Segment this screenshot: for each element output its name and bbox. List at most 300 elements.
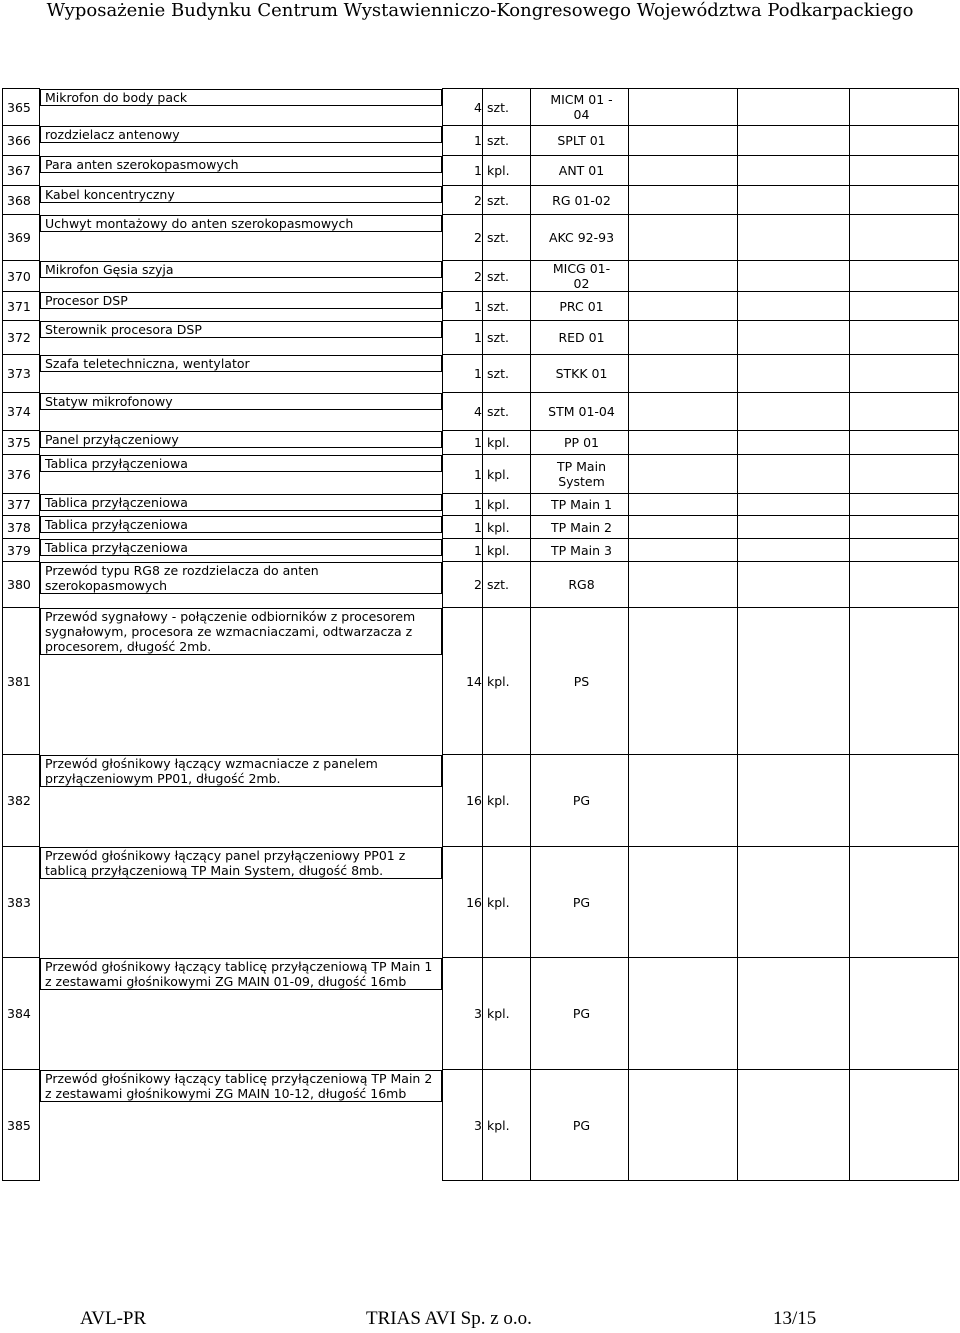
item-unit-text: kpl. bbox=[487, 163, 510, 178]
table-row bbox=[3, 215, 959, 261]
item-unit bbox=[483, 355, 531, 393]
item-unit bbox=[483, 89, 531, 126]
item-unit bbox=[483, 126, 531, 156]
item-name-text: Sterownik procesora DSP bbox=[45, 321, 202, 337]
item-symbol-text: STM 01-04 bbox=[548, 404, 615, 419]
item-number-text: 365 bbox=[7, 99, 31, 115]
empty-cell bbox=[738, 156, 850, 186]
empty-cell bbox=[738, 562, 850, 608]
empty-cell bbox=[629, 321, 738, 355]
empty-cell bbox=[738, 608, 850, 755]
item-name bbox=[40, 755, 442, 787]
empty-cell bbox=[629, 958, 738, 1070]
table-row bbox=[3, 156, 959, 186]
empty-cell bbox=[629, 215, 738, 261]
empty-cell bbox=[850, 393, 959, 431]
empty-cell bbox=[629, 494, 738, 516]
item-name-text: Uchwyt montażowy do anten szerokopasmowych bbox=[45, 215, 354, 231]
item-name bbox=[40, 1070, 442, 1102]
item-unit bbox=[483, 958, 531, 1070]
item-unit bbox=[483, 156, 531, 186]
item-symbol bbox=[531, 215, 629, 261]
table-row bbox=[3, 261, 959, 292]
item-unit-text: kpl. bbox=[487, 519, 510, 535]
empty-cell bbox=[629, 126, 738, 156]
page-footer bbox=[0, 1306, 960, 1332]
document-title: Wyposażenie Budynku Centrum Wystawienniczo-Kongresowego Województwa Podkarpackiego bbox=[46, 0, 914, 21]
item-unit bbox=[483, 1070, 531, 1181]
table-row bbox=[3, 516, 959, 539]
empty-cell bbox=[850, 126, 959, 156]
item-name bbox=[40, 847, 442, 879]
item-number bbox=[3, 355, 40, 393]
item-symbol-text: PRC 01 bbox=[559, 298, 604, 314]
item-number-text: 374 bbox=[7, 404, 31, 419]
item-quantity bbox=[443, 89, 483, 126]
item-symbol bbox=[531, 89, 629, 126]
item-quantity-text: 1 bbox=[474, 542, 482, 558]
empty-cell bbox=[850, 1070, 959, 1181]
item-quantity bbox=[443, 1070, 483, 1181]
empty-cell bbox=[629, 156, 738, 186]
item-name bbox=[40, 562, 442, 594]
table-row bbox=[3, 958, 959, 1070]
item-quantity bbox=[443, 562, 483, 608]
item-name bbox=[40, 393, 442, 410]
item-quantity-text: 1 bbox=[474, 330, 482, 345]
empty-cell bbox=[850, 562, 959, 608]
empty-cell bbox=[850, 455, 959, 494]
item-unit-text: szt. bbox=[487, 577, 509, 592]
table-row bbox=[3, 755, 959, 847]
item-quantity bbox=[443, 355, 483, 393]
item-number bbox=[3, 156, 40, 186]
item-name-text: Tablica przyłączeniowa bbox=[45, 539, 188, 555]
item-symbol-text: PG bbox=[572, 894, 591, 910]
item-name bbox=[40, 89, 442, 106]
item-name bbox=[40, 355, 442, 372]
item-number bbox=[3, 608, 40, 755]
item-number bbox=[3, 186, 40, 215]
item-name-text: Para anten szerokopasmowych bbox=[45, 156, 239, 172]
table-row bbox=[3, 393, 959, 431]
item-unit bbox=[483, 261, 531, 292]
item-quantity-text: 1 bbox=[474, 519, 482, 535]
item-quantity bbox=[443, 431, 483, 455]
item-unit bbox=[483, 431, 531, 455]
empty-cell bbox=[738, 321, 850, 355]
item-unit-text: szt. bbox=[487, 366, 509, 381]
item-quantity-text: 1 bbox=[474, 435, 482, 450]
empty-cell bbox=[629, 292, 738, 321]
item-symbol-text: PS bbox=[573, 673, 590, 689]
item-unit bbox=[483, 321, 531, 355]
empty-cell bbox=[850, 215, 959, 261]
empty-cell bbox=[738, 355, 850, 393]
item-quantity-text: 2 bbox=[474, 577, 482, 592]
item-unit-text: kpl. bbox=[487, 1117, 510, 1133]
item-symbol-text: TP Main System bbox=[557, 459, 606, 489]
item-name-text: Tablica przyłączeniowa bbox=[45, 455, 188, 471]
table-row bbox=[3, 1070, 959, 1181]
item-name bbox=[40, 516, 442, 533]
item-quantity-text: 1 bbox=[474, 497, 482, 512]
item-symbol-text: AKC 92-93 bbox=[548, 230, 615, 245]
item-unit bbox=[483, 455, 531, 494]
item-name bbox=[40, 215, 442, 232]
item-symbol-text: STKK 01 bbox=[555, 366, 608, 381]
item-name bbox=[40, 539, 442, 556]
empty-cell bbox=[850, 431, 959, 455]
item-number-text: 368 bbox=[7, 192, 31, 208]
item-quantity bbox=[443, 539, 483, 562]
empty-cell bbox=[738, 292, 850, 321]
item-number bbox=[3, 755, 40, 847]
item-unit bbox=[483, 494, 531, 516]
item-number bbox=[3, 539, 40, 562]
item-symbol-text: TP Main 1 bbox=[551, 497, 612, 512]
item-symbol-text: MICG 01-02 bbox=[552, 261, 611, 291]
empty-cell bbox=[629, 186, 738, 215]
empty-cell bbox=[850, 494, 959, 516]
item-name bbox=[40, 494, 442, 511]
item-number bbox=[3, 847, 40, 958]
item-number bbox=[3, 958, 40, 1070]
item-number-text: 383 bbox=[7, 894, 31, 910]
item-symbol bbox=[531, 126, 629, 156]
item-symbol-text: PG bbox=[572, 1117, 591, 1133]
item-unit-text: szt. bbox=[487, 298, 509, 314]
item-symbol-text: PG bbox=[572, 793, 591, 808]
empty-cell bbox=[738, 539, 850, 562]
empty-cell bbox=[850, 355, 959, 393]
item-quantity-text: 1 bbox=[474, 298, 482, 314]
item-quantity-text: 1 bbox=[474, 366, 482, 381]
footer-left: AVL-PR bbox=[80, 1308, 147, 1329]
item-unit-text: kpl. bbox=[487, 673, 510, 689]
item-number-text: 384 bbox=[7, 1006, 31, 1021]
empty-cell bbox=[738, 958, 850, 1070]
item-name bbox=[40, 126, 442, 143]
item-unit-text: kpl. bbox=[487, 894, 510, 910]
item-quantity-text: 2 bbox=[474, 192, 482, 208]
table-row bbox=[3, 562, 959, 608]
table-row bbox=[3, 431, 959, 455]
item-name-text: Statyw mikrofonowy bbox=[45, 393, 173, 409]
empty-cell bbox=[629, 1070, 738, 1181]
empty-cell bbox=[629, 261, 738, 292]
empty-cell bbox=[850, 847, 959, 958]
item-quantity bbox=[443, 186, 483, 215]
item-symbol bbox=[531, 562, 629, 608]
item-number bbox=[3, 89, 40, 126]
item-quantity-text: 16 bbox=[466, 894, 482, 910]
item-quantity-text: 2 bbox=[474, 230, 482, 245]
empty-cell bbox=[629, 89, 738, 126]
empty-cell bbox=[850, 292, 959, 321]
empty-cell bbox=[629, 539, 738, 562]
empty-cell bbox=[629, 355, 738, 393]
item-number bbox=[3, 1070, 40, 1181]
item-symbol bbox=[531, 494, 629, 516]
empty-cell bbox=[850, 608, 959, 755]
item-quantity bbox=[443, 847, 483, 958]
item-number-text: 375 bbox=[7, 435, 31, 450]
empty-cell bbox=[850, 261, 959, 292]
item-name-text: Przewód sygnałowy - połączenie odbiorników z procesorem sygnałowym, procesora ze wzmacniaczami, odtwarzacza z procesorem, długość 2mb. bbox=[45, 608, 416, 654]
item-symbol bbox=[531, 847, 629, 958]
item-symbol-text: RED 01 bbox=[558, 330, 605, 345]
empty-cell bbox=[629, 608, 738, 755]
item-name-text: Tablica przyłączeniowa bbox=[45, 516, 188, 532]
item-quantity-text: 4 bbox=[474, 99, 482, 115]
table-row bbox=[3, 847, 959, 958]
item-symbol-text: PG bbox=[572, 1006, 591, 1021]
item-number-text: 385 bbox=[7, 1117, 31, 1133]
item-symbol bbox=[531, 1070, 629, 1181]
item-quantity-text: 2 bbox=[474, 268, 482, 284]
empty-cell bbox=[629, 755, 738, 847]
item-quantity bbox=[443, 215, 483, 261]
item-number-text: 372 bbox=[7, 330, 31, 345]
item-unit bbox=[483, 562, 531, 608]
item-number-text: 366 bbox=[7, 133, 31, 148]
item-unit bbox=[483, 516, 531, 539]
empty-cell bbox=[629, 516, 738, 539]
item-quantity bbox=[443, 455, 483, 494]
item-unit-text: szt. bbox=[487, 268, 509, 284]
item-quantity bbox=[443, 292, 483, 321]
empty-cell bbox=[738, 431, 850, 455]
item-unit-text: kpl. bbox=[487, 793, 510, 808]
item-unit-text: kpl. bbox=[487, 435, 510, 450]
empty-cell bbox=[738, 393, 850, 431]
item-name bbox=[40, 958, 442, 990]
item-number-text: 367 bbox=[7, 163, 31, 178]
item-quantity bbox=[443, 393, 483, 431]
item-name-text: Mikrofon do body pack bbox=[45, 89, 188, 105]
table-row bbox=[3, 455, 959, 494]
item-number-text: 378 bbox=[7, 519, 31, 535]
item-symbol bbox=[531, 431, 629, 455]
item-unit bbox=[483, 608, 531, 755]
item-name bbox=[40, 156, 442, 173]
item-symbol bbox=[531, 958, 629, 1070]
item-quantity bbox=[443, 755, 483, 847]
empty-cell bbox=[738, 755, 850, 847]
item-number bbox=[3, 455, 40, 494]
item-quantity-text: 16 bbox=[466, 793, 482, 808]
item-quantity-text: 1 bbox=[474, 163, 482, 178]
item-quantity-text: 14 bbox=[466, 673, 482, 689]
page-header bbox=[0, 0, 960, 22]
item-name bbox=[40, 186, 442, 203]
item-symbol-text: TP Main 2 bbox=[551, 519, 612, 535]
empty-cell bbox=[629, 455, 738, 494]
item-unit bbox=[483, 755, 531, 847]
empty-cell bbox=[738, 186, 850, 215]
item-unit-text: szt. bbox=[487, 404, 509, 419]
table-row bbox=[3, 321, 959, 355]
table-row bbox=[3, 494, 959, 516]
item-symbol-text: RG8 bbox=[568, 577, 595, 592]
item-quantity bbox=[443, 608, 483, 755]
item-symbol bbox=[531, 156, 629, 186]
item-number-text: 381 bbox=[7, 673, 31, 689]
empty-cell bbox=[738, 215, 850, 261]
item-symbol-text: SPLT 01 bbox=[557, 133, 606, 148]
item-name bbox=[40, 455, 442, 472]
item-name bbox=[40, 261, 442, 278]
empty-cell bbox=[738, 1070, 850, 1181]
empty-cell bbox=[738, 455, 850, 494]
item-unit bbox=[483, 393, 531, 431]
item-number-text: 376 bbox=[7, 466, 31, 482]
item-quantity-text: 4 bbox=[474, 404, 482, 419]
table-row bbox=[3, 186, 959, 215]
empty-cell bbox=[738, 126, 850, 156]
item-unit bbox=[483, 292, 531, 321]
item-number-text: 370 bbox=[7, 268, 31, 284]
item-unit-text: kpl. bbox=[487, 497, 510, 512]
item-name-text: Mikrofon Gęsia szyja bbox=[45, 261, 174, 277]
item-number-text: 369 bbox=[7, 230, 31, 245]
item-symbol-text: TP Main 3 bbox=[551, 542, 612, 558]
item-name-text: Procesor DSP bbox=[45, 292, 128, 308]
item-symbol bbox=[531, 755, 629, 847]
item-symbol-text: ANT 01 bbox=[558, 163, 605, 178]
table-row bbox=[3, 355, 959, 393]
item-number bbox=[3, 516, 40, 539]
empty-cell bbox=[629, 393, 738, 431]
item-number-text: 371 bbox=[7, 298, 31, 314]
table-row bbox=[3, 608, 959, 755]
item-unit-text: kpl. bbox=[487, 542, 510, 558]
item-number bbox=[3, 321, 40, 355]
item-name-text: Przewód głośnikowy łączący tablicę przyłączeniową TP Main 2 z zestawami głośnikowymi ZG MAIN 10-12, długość 16mb bbox=[45, 1070, 433, 1101]
item-name-text: Szafa teletechniczna, wentylator bbox=[45, 355, 250, 371]
item-name-text: Przewód typu RG8 ze rozdzielacza do anten szerokopasmowych bbox=[45, 562, 319, 593]
item-quantity bbox=[443, 321, 483, 355]
item-symbol bbox=[531, 455, 629, 494]
item-quantity-text: 1 bbox=[474, 466, 482, 482]
item-unit-text: szt. bbox=[487, 330, 509, 345]
item-quantity bbox=[443, 516, 483, 539]
table-row bbox=[3, 292, 959, 321]
item-symbol bbox=[531, 355, 629, 393]
item-name bbox=[40, 292, 442, 309]
item-quantity bbox=[443, 126, 483, 156]
item-unit bbox=[483, 186, 531, 215]
item-name-text: rozdzielacz antenowy bbox=[45, 126, 180, 142]
empty-cell bbox=[850, 539, 959, 562]
empty-cell bbox=[629, 562, 738, 608]
item-symbol bbox=[531, 292, 629, 321]
item-symbol bbox=[531, 608, 629, 755]
table-row bbox=[3, 539, 959, 562]
item-name bbox=[40, 608, 442, 655]
item-name bbox=[40, 321, 442, 338]
item-unit-text: szt. bbox=[487, 99, 509, 115]
item-name-text: Tablica przyłączeniowa bbox=[45, 494, 188, 510]
item-unit bbox=[483, 847, 531, 958]
table-row bbox=[3, 126, 959, 156]
empty-cell bbox=[850, 321, 959, 355]
item-number-text: 373 bbox=[7, 366, 31, 381]
item-quantity bbox=[443, 958, 483, 1070]
item-unit-text: szt. bbox=[487, 133, 509, 148]
item-number bbox=[3, 431, 40, 455]
item-unit-text: szt. bbox=[487, 192, 509, 208]
item-number bbox=[3, 261, 40, 292]
empty-cell bbox=[738, 516, 850, 539]
item-symbol bbox=[531, 261, 629, 292]
equipment-table bbox=[2, 88, 959, 1181]
item-name-text: Przewód głośnikowy łączący panel przyłączeniowy PP01 z tablicą przyłączeniową TP Main System, długość 8mb. bbox=[45, 847, 406, 878]
item-number-text: 379 bbox=[7, 542, 31, 558]
item-name-text: Przewód głośnikowy łączący wzmacniacze z panelem przyłączeniowym PP01, długość 2mb. bbox=[45, 755, 378, 786]
item-quantity-text: 3 bbox=[474, 1117, 482, 1133]
item-symbol bbox=[531, 321, 629, 355]
item-number-text: 380 bbox=[7, 577, 31, 592]
item-quantity bbox=[443, 156, 483, 186]
item-unit bbox=[483, 215, 531, 261]
item-unit-text: kpl. bbox=[487, 1006, 510, 1021]
item-symbol bbox=[531, 539, 629, 562]
empty-cell bbox=[738, 89, 850, 126]
item-symbol-text: RG 01-02 bbox=[552, 192, 611, 208]
empty-cell bbox=[850, 186, 959, 215]
item-quantity-text: 3 bbox=[474, 1006, 482, 1021]
item-symbol-text: MICM 01 - 04 bbox=[550, 92, 613, 122]
empty-cell bbox=[850, 958, 959, 1070]
empty-cell bbox=[850, 89, 959, 126]
item-unit bbox=[483, 539, 531, 562]
item-number bbox=[3, 393, 40, 431]
item-number bbox=[3, 292, 40, 321]
empty-cell bbox=[629, 847, 738, 958]
page-number: 13/15 bbox=[773, 1308, 817, 1329]
item-number bbox=[3, 562, 40, 608]
item-quantity-text: 1 bbox=[474, 133, 482, 148]
item-number-text: 377 bbox=[7, 497, 31, 512]
empty-cell bbox=[850, 755, 959, 847]
item-name-text: Kabel koncentryczny bbox=[45, 186, 175, 202]
empty-cell bbox=[738, 261, 850, 292]
item-number-text: 382 bbox=[7, 793, 31, 808]
footer-center: TRIAS AVI Sp. z o.o. bbox=[366, 1308, 532, 1329]
item-symbol bbox=[531, 186, 629, 215]
item-name-text: Panel przyłączeniowy bbox=[45, 431, 179, 447]
item-name bbox=[40, 431, 442, 448]
item-number bbox=[3, 494, 40, 516]
item-number bbox=[3, 126, 40, 156]
empty-cell bbox=[850, 516, 959, 539]
item-name-text: Przewód głośnikowy łączący tablicę przyłączeniową TP Main 1 z zestawami głośnikowymi ZG MAIN 01-09, długość 16mb bbox=[45, 958, 433, 989]
item-symbol bbox=[531, 516, 629, 539]
empty-cell bbox=[629, 431, 738, 455]
empty-cell bbox=[850, 156, 959, 186]
item-quantity bbox=[443, 261, 483, 292]
item-unit-text: kpl. bbox=[487, 466, 510, 482]
empty-cell bbox=[738, 494, 850, 516]
item-unit-text: szt. bbox=[487, 230, 509, 245]
item-symbol-text: PP 01 bbox=[564, 435, 599, 450]
item-number bbox=[3, 215, 40, 261]
empty-cell bbox=[738, 847, 850, 958]
item-quantity bbox=[443, 494, 483, 516]
item-symbol bbox=[531, 393, 629, 431]
